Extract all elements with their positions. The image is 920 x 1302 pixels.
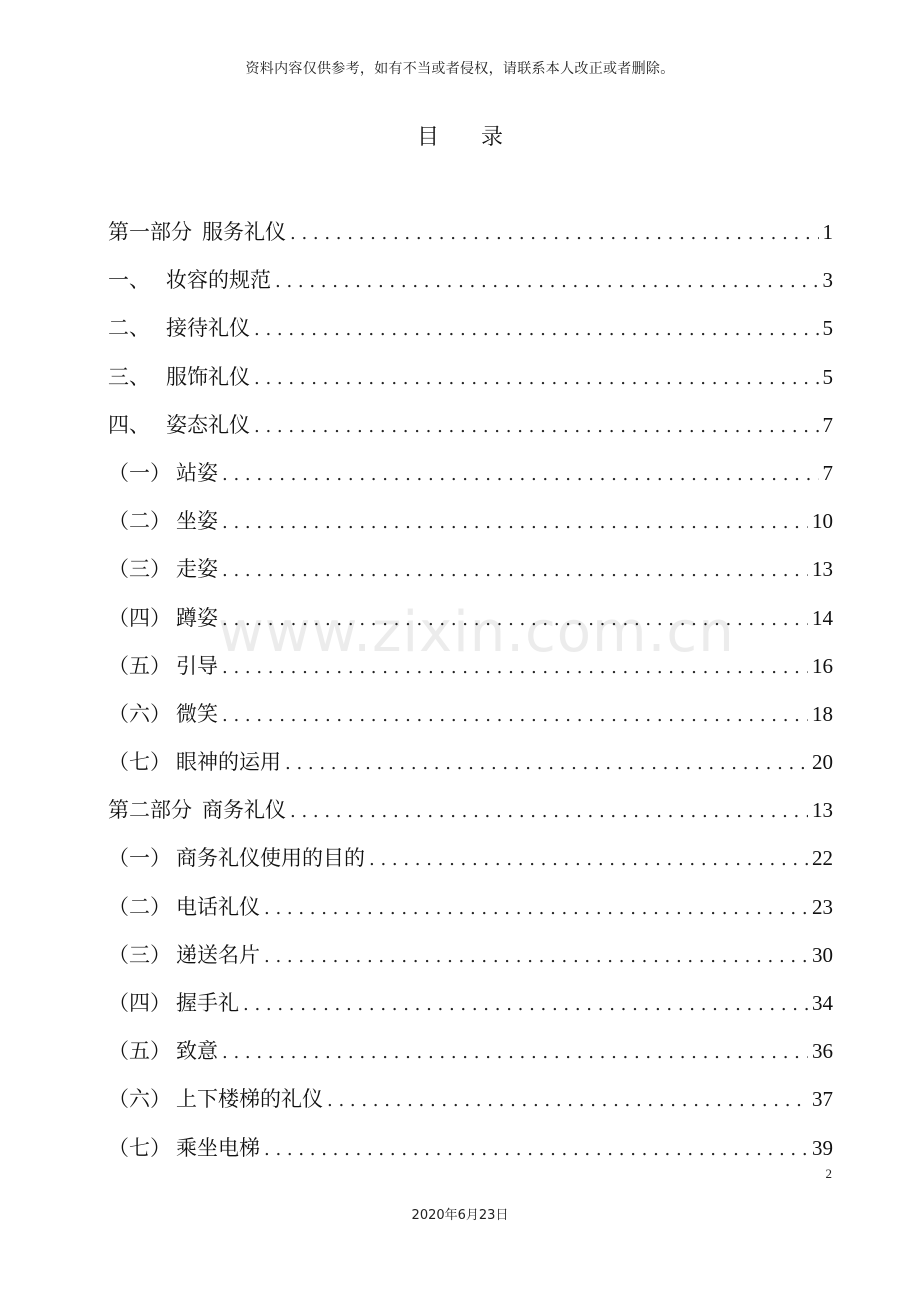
toc-entry-page: 16 <box>812 653 833 678</box>
toc-leader-dots <box>264 933 808 981</box>
toc-entry-number: 第一部分 <box>108 220 192 244</box>
toc-leader-dots <box>290 210 819 258</box>
toc-entry-page: 7 <box>822 412 833 437</box>
toc-entry-page: 37 <box>812 1087 833 1112</box>
toc-leader-dots <box>275 258 819 306</box>
toc-entry[interactable] <box>108 690 833 738</box>
toc-entry-number: 四、 <box>108 412 150 437</box>
toc-entry-text: 微笑 <box>176 701 218 726</box>
toc-title-char-1: 目 <box>416 125 439 150</box>
toc-entry-number: （三） <box>108 942 171 967</box>
toc-entry-label <box>108 353 250 401</box>
toc-leader-dots <box>222 692 808 740</box>
toc-entry[interactable] <box>108 208 833 256</box>
toc-entry-page: 39 <box>812 1135 833 1160</box>
toc-entry[interactable] <box>108 979 833 1027</box>
toc-leader-dots <box>222 644 808 692</box>
toc-entry-page: 13 <box>812 557 833 582</box>
toc-entry-number: （二） <box>108 894 171 919</box>
toc-entry-label <box>108 594 218 642</box>
toc-entry-number: （一） <box>108 846 171 871</box>
toc-entry-label <box>108 834 365 882</box>
toc-entry-number: 三、 <box>108 364 150 389</box>
toc-entry-label <box>108 931 260 979</box>
toc-entry-page: 13 <box>812 798 833 823</box>
watermark: www.zixin.com.cn <box>218 600 735 665</box>
toc-list <box>108 208 833 1172</box>
toc-entry-text: 妆容的规范 <box>166 268 271 293</box>
toc-entry[interactable] <box>108 304 833 352</box>
toc-entry[interactable] <box>108 931 833 979</box>
toc-entry[interactable] <box>108 497 833 545</box>
toc-entry-text: 上下楼梯的礼仪 <box>176 1087 323 1112</box>
toc-entry-text: 站姿 <box>176 460 218 485</box>
toc-entry-label <box>108 304 250 352</box>
toc-entry-page: 23 <box>812 894 833 919</box>
toc-entry-number: （六） <box>108 1087 171 1112</box>
toc-entry-text: 眼神的运用 <box>176 750 281 775</box>
toc-leader-dots <box>285 740 808 788</box>
toc-leader-dots <box>222 547 808 595</box>
toc-entry-number: （五） <box>108 1039 171 1064</box>
toc-entry-number: （二） <box>108 509 171 534</box>
header-disclaimer: 资料内容仅供参考，如有不当或者侵权，请联系本人改正或者删除。 <box>245 61 675 77</box>
toc-entry[interactable] <box>108 401 833 449</box>
toc-entry-label <box>108 642 218 690</box>
toc-entry-label <box>108 256 271 304</box>
toc-leader-dots <box>327 1077 808 1125</box>
toc-entry[interactable] <box>108 1027 833 1075</box>
toc-entry-page: 14 <box>812 605 833 630</box>
toc-entry-label <box>108 738 281 786</box>
toc-entry-text: 商务礼仪使用的目的 <box>176 846 365 871</box>
toc-entry-text: 姿态礼仪 <box>166 412 250 437</box>
toc-entry-label <box>108 1075 323 1123</box>
toc-entry-text: 乘坐电梯 <box>176 1135 260 1160</box>
toc-entry-text: 电话礼仪 <box>176 894 260 919</box>
toc-entry[interactable] <box>108 449 833 497</box>
toc-entry-page: 36 <box>812 1039 833 1064</box>
toc-entry-page: 3 <box>822 268 833 293</box>
toc-entry-number: 第二部分 <box>108 798 192 823</box>
toc-leader-dots <box>254 306 819 354</box>
toc-entry[interactable] <box>108 1075 833 1123</box>
toc-entry[interactable] <box>108 642 833 690</box>
toc-entry-text: 握手礼 <box>176 991 239 1015</box>
toc-entry[interactable] <box>108 834 833 882</box>
toc-entry[interactable] <box>108 594 833 642</box>
toc-leader-dots <box>254 355 819 403</box>
toc-entry-page: 5 <box>822 364 833 389</box>
toc-entry-text: 引导 <box>176 653 218 678</box>
toc-entry-page: 10 <box>812 509 833 534</box>
toc-entry-label <box>108 786 286 834</box>
toc-leader-dots <box>254 403 819 451</box>
toc-leader-dots <box>264 885 808 933</box>
toc-leader-dots <box>243 981 808 1029</box>
toc-entry-label <box>108 449 218 497</box>
toc-entry-number: 一、 <box>108 268 150 293</box>
toc-entry-label <box>108 497 218 545</box>
toc-entry-label <box>108 208 286 256</box>
toc-entry-number: （七） <box>108 750 171 775</box>
toc-entry[interactable] <box>108 1124 833 1172</box>
footer-date: 2020年6月23日 <box>411 1208 509 1223</box>
toc-entry-page: 20 <box>812 750 833 775</box>
toc-entry[interactable] <box>108 883 833 931</box>
toc-entry-text: 走姿 <box>176 557 218 582</box>
page-number: 2 <box>825 1166 832 1181</box>
toc-entry-label <box>108 1124 260 1172</box>
toc-title <box>0 120 920 151</box>
toc-entry-label <box>108 1027 218 1075</box>
toc-entry-text: 商务礼仪 <box>202 798 286 823</box>
toc-entry-number: （六） <box>108 701 171 726</box>
toc-leader-dots <box>264 1126 808 1174</box>
toc-leader-dots <box>290 788 808 836</box>
toc-entry-label <box>108 690 218 738</box>
toc-entry-page: 34 <box>812 991 833 1015</box>
toc-leader-dots <box>222 451 819 499</box>
toc-entry-page: 1 <box>822 220 833 244</box>
toc-entry-page: 5 <box>822 316 833 341</box>
toc-leader-dots <box>369 836 808 884</box>
toc-entry-number: 二、 <box>108 316 150 341</box>
toc-entry-number: （四） <box>108 991 171 1015</box>
toc-entry-page: 30 <box>812 942 833 967</box>
toc-leader-dots <box>222 596 808 644</box>
toc-entry[interactable] <box>108 545 833 593</box>
toc-entry[interactable] <box>108 256 833 304</box>
toc-entry-text: 坐姿 <box>176 509 218 534</box>
toc-leader-dots <box>222 499 808 547</box>
toc-entry-page: 7 <box>822 460 833 485</box>
toc-entry-text: 蹲姿 <box>176 605 218 630</box>
toc-entry[interactable] <box>108 786 833 834</box>
toc-entry-label <box>108 401 250 449</box>
toc-entry-number: （一） <box>108 460 171 485</box>
toc-entry-number: （四） <box>108 605 171 630</box>
toc-entry[interactable] <box>108 738 833 786</box>
toc-entry-page: 18 <box>812 701 833 726</box>
toc-entry[interactable] <box>108 353 833 401</box>
toc-entry-page: 22 <box>812 846 833 871</box>
toc-entry-label <box>108 979 239 1027</box>
toc-entry-label <box>108 545 218 593</box>
toc-entry-number: （七） <box>108 1135 171 1160</box>
toc-entry-text: 递送名片 <box>176 942 260 967</box>
toc-entry-number: （五） <box>108 653 171 678</box>
toc-entry-text: 致意 <box>176 1039 218 1064</box>
toc-entry-label <box>108 883 260 931</box>
toc-entry-text: 服饰礼仪 <box>166 364 250 389</box>
toc-leader-dots <box>222 1029 808 1077</box>
toc-title-char-2: 录 <box>481 125 504 150</box>
toc-entry-text: 接待礼仪 <box>166 316 250 341</box>
toc-entry-number: （三） <box>108 557 171 582</box>
toc-entry-text: 服务礼仪 <box>202 220 286 244</box>
